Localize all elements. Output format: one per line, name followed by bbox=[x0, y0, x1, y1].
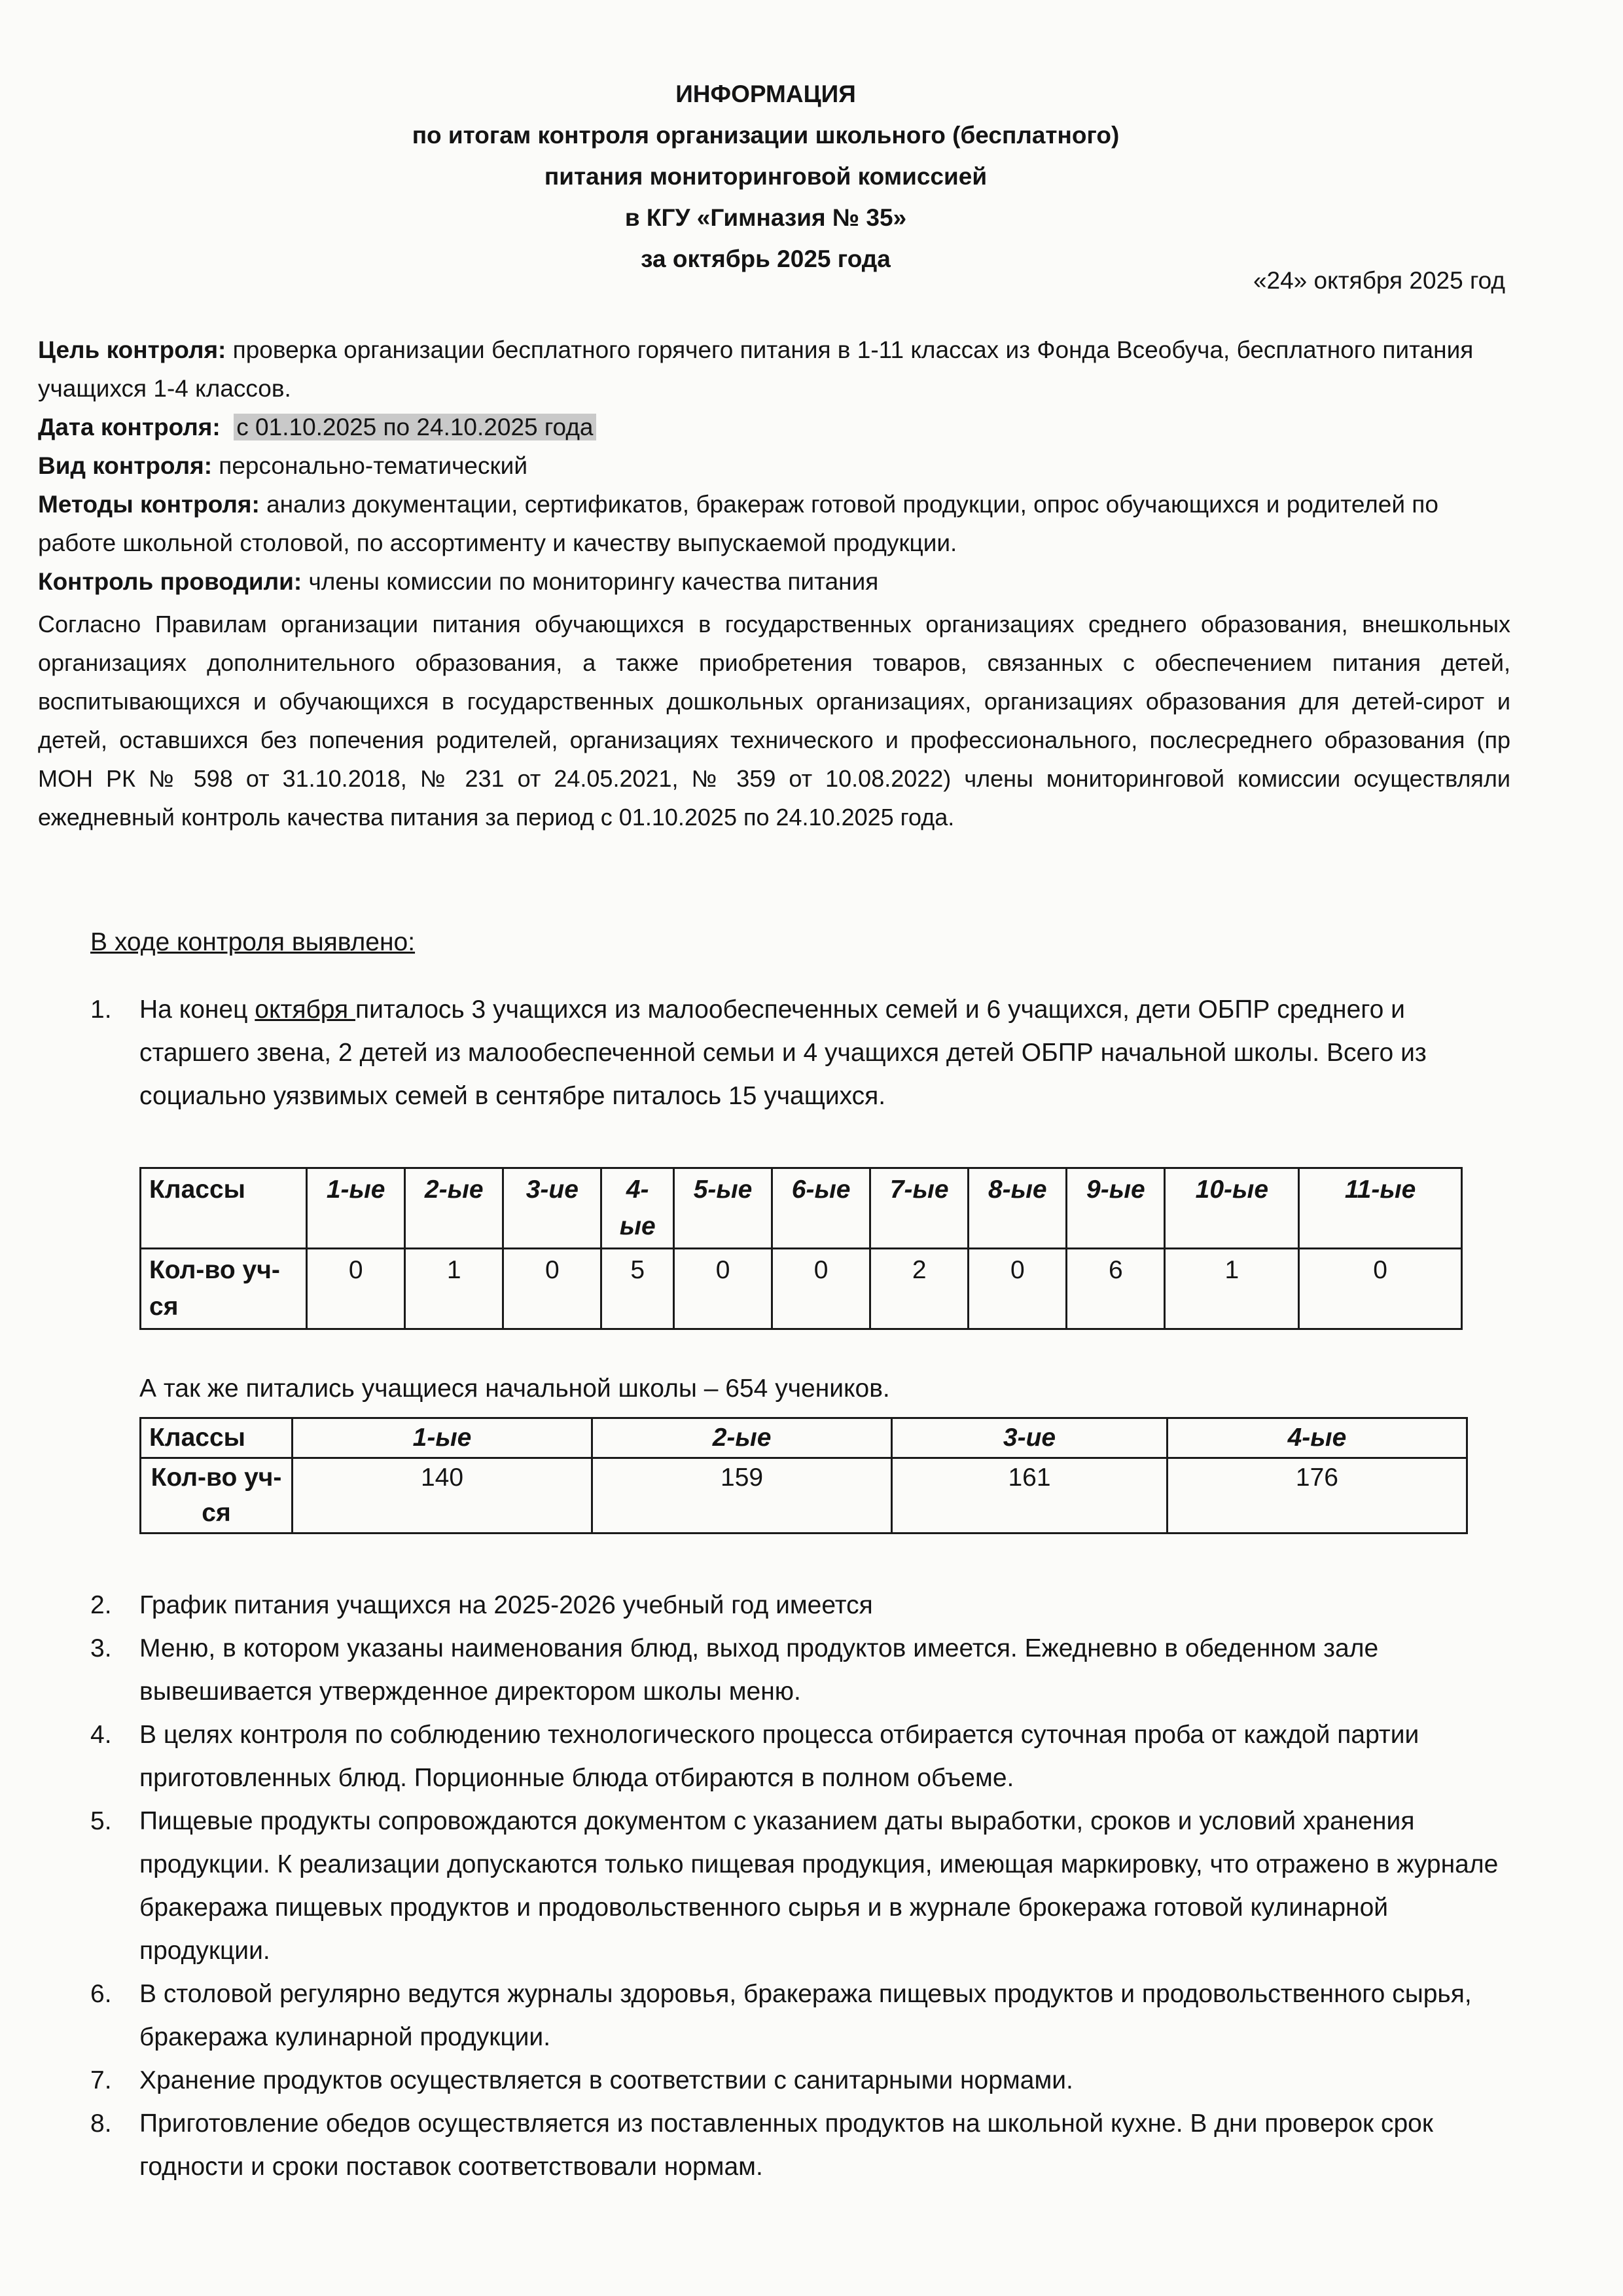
meta-value: персонально-тематический bbox=[212, 452, 528, 479]
item-text-part: На конец bbox=[139, 996, 255, 1024]
meta-label: Цель контроля: bbox=[38, 336, 226, 363]
meta-conducted bbox=[38, 562, 1510, 601]
meta-value: анализ документации, сертификатов, бракераж готовой продукции, опрос обучающихся и родителей по работе школьной столовой, по ассортименту и качеству выпускаемой продукции. bbox=[38, 491, 1438, 556]
table-header-row bbox=[141, 1168, 1462, 1249]
header-line: за октябрь 2025 года bbox=[641, 245, 891, 272]
table-cell: 0 bbox=[503, 1249, 601, 1329]
item-number: 1. bbox=[90, 996, 112, 1024]
table-cell: 176 bbox=[1167, 1458, 1467, 1534]
control-meta bbox=[38, 331, 1510, 601]
column-header: 4-ые bbox=[601, 1168, 674, 1249]
table-cell: 0 bbox=[772, 1249, 870, 1329]
table-cell: 159 bbox=[592, 1458, 892, 1534]
list-item bbox=[90, 1973, 1510, 2059]
item-text: В столовой регулярно ведутся журналы здоровья, бракеража пищевых продуктов и продовольственного сырья, бракеража кулинарной продукции. bbox=[139, 1980, 1472, 2051]
body-paragraph: Согласно Правилам организации питания обучающихся в государственных организациях среднего образования, внешкольных организациях дополнительного образования, а также приобретения товаров, связанных с обеспечением питания детей, воспитывающихся и обучающихся в государственных дошкольных организациях, организациях образования для детей-сирот и детей, оставшихся без попечения родителей, организациях технического и профессионального, послесреднего образования (пр МОН РК № 598 от 31.10.2018, № 231 от 24.05.2021, № 359 от 10.08.2022) члены мониторинговой комиссии осуществляли ежедневный контроль качества питания за период с 01.10.2025 по 24.10.2025 года. bbox=[38, 611, 1510, 831]
column-header: 11-ые bbox=[1299, 1168, 1462, 1249]
item-number: 7. bbox=[90, 2066, 112, 2094]
list-item bbox=[90, 2059, 1510, 2102]
column-header: 1-ые bbox=[307, 1168, 405, 1249]
row-label: Классы bbox=[141, 1418, 293, 1458]
column-header: 1-ые bbox=[293, 1418, 592, 1458]
document-header bbox=[0, 73, 1531, 279]
table-cell: 1 bbox=[1165, 1249, 1299, 1329]
column-header: 3-ие bbox=[503, 1168, 601, 1249]
row-label: Кол-во уч-ся bbox=[141, 1249, 307, 1329]
header-line: по итогам контроля организации школьного (бесплатного) bbox=[412, 122, 1120, 149]
primary-school-note: А так же питались учащиеся начальной школы – 654 учеников. bbox=[139, 1374, 890, 1403]
item-text bbox=[139, 988, 1504, 1118]
meta-type bbox=[38, 446, 1510, 485]
column-header: 7-ые bbox=[870, 1168, 969, 1249]
table-header-row bbox=[141, 1418, 1467, 1458]
highlighted-date: с 01.10.2025 по 24.10.2025 года bbox=[234, 414, 596, 440]
table-cell: 0 bbox=[1299, 1249, 1462, 1329]
item-text: График питания учащихся на 2025-2026 учебный год имеется bbox=[139, 1591, 873, 1619]
meta-label: Дата контроля: bbox=[38, 414, 221, 440]
table-row bbox=[141, 1458, 1467, 1534]
column-header: 9-ые bbox=[1067, 1168, 1165, 1249]
item-text: Хранение продуктов осуществляется в соответствии с санитарными нормами. bbox=[139, 2066, 1073, 2094]
table-cell: 0 bbox=[674, 1249, 772, 1329]
item-number: 8. bbox=[90, 2109, 112, 2138]
table-row bbox=[141, 1249, 1462, 1329]
table-cell: 6 bbox=[1067, 1249, 1165, 1329]
item-number: 6. bbox=[90, 1980, 112, 2008]
list-item bbox=[90, 1584, 1510, 1627]
meta-date bbox=[38, 408, 1510, 446]
meta-value: проверка организации бесплатного горячего питания в 1-11 классах из Фонда Всеобуча, бесплатного питания учащихся 1-4 классов. bbox=[38, 336, 1474, 402]
header-title: ИНФОРМАЦИЯ bbox=[675, 81, 856, 107]
meta-label: Методы контроля: bbox=[38, 491, 260, 518]
item-text: В целях контроля по соблюдению технологического процесса отбирается суточная проба от каждой партии приготовленных блюд. Порционные блюда отбираются в полном объеме. bbox=[139, 1721, 1419, 1792]
item-text-part: питалось 3 учащихся из малообеспеченных семей и 6 учащихся, дети ОБПР среднего и старшего звена, 2 детей из малообеспеченной семьи и 4 учащихся детей ОБПР начальной школы. Всего из социально уязвимых семей в сентябре питалось 15 учащихся. bbox=[139, 996, 1427, 1110]
table-cell: 2 bbox=[870, 1249, 969, 1329]
item-text: Пищевые продукты сопровождаются документом с указанием даты выработки, сроков и условий хранения продукции. К реализации допускаются только пищевая продукция, имеющая маркировку, что отражено в журнале бракеража пищевых продуктов и продовольственного сырья и в журнале брокеража готовой кулинарной продукции. bbox=[139, 1807, 1499, 1965]
item-number: 2. bbox=[90, 1591, 112, 1619]
column-header: 6-ые bbox=[772, 1168, 870, 1249]
section-title: В ходе контроля выявлено: bbox=[90, 928, 416, 956]
row-label: Кол-во уч-ся bbox=[141, 1458, 293, 1534]
item-number: 3. bbox=[90, 1634, 112, 1662]
column-header: 4-ые bbox=[1167, 1418, 1467, 1458]
item-number: 4. bbox=[90, 1721, 112, 1749]
table-cell: 0 bbox=[969, 1249, 1067, 1329]
list-item bbox=[90, 1713, 1510, 1800]
findings-list bbox=[90, 1584, 1510, 2189]
item-text: Меню, в котором указаны наименования блюд, выход продуктов имеется. Ежедневно в обеденном зале вывешивается утвержденное директором школы меню. bbox=[139, 1634, 1379, 1706]
column-header: 3-ие bbox=[892, 1418, 1168, 1458]
list-item bbox=[90, 1627, 1510, 1713]
item-text: Приготовление обедов осуществляется из поставленных продуктов на школьной кухне. В дни проверок срок годности и сроки поставок соответствовали нормам. bbox=[139, 2109, 1433, 2181]
table-primary-school bbox=[139, 1417, 1468, 1534]
column-header: 2-ые bbox=[405, 1168, 503, 1249]
table-cell: 161 bbox=[892, 1458, 1168, 1534]
list-item bbox=[90, 2102, 1510, 2189]
row-label: Классы bbox=[141, 1168, 307, 1249]
underlined-month: октября bbox=[255, 996, 355, 1024]
column-header: 10-ые bbox=[1165, 1168, 1299, 1249]
meta-label: Вид контроля: bbox=[38, 452, 213, 479]
column-header: 2-ые bbox=[592, 1418, 892, 1458]
meta-label: Контроль проводили: bbox=[38, 568, 302, 595]
header-line: в КГУ «Гимназия № 35» bbox=[624, 204, 907, 231]
meta-goal bbox=[38, 331, 1510, 408]
item-number: 5. bbox=[90, 1807, 112, 1835]
table-cell: 140 bbox=[293, 1458, 592, 1534]
column-header: 5-ые bbox=[674, 1168, 772, 1249]
document-date: «24» октября 2025 год bbox=[1253, 267, 1505, 294]
table-students-by-class bbox=[139, 1167, 1463, 1330]
list-item bbox=[90, 988, 1504, 1118]
meta-methods bbox=[38, 485, 1510, 562]
table-cell: 1 bbox=[405, 1249, 503, 1329]
table-cell: 0 bbox=[307, 1249, 405, 1329]
column-header: 8-ые bbox=[969, 1168, 1067, 1249]
table-cell: 5 bbox=[601, 1249, 674, 1329]
header-line: питания мониторинговой комиссией bbox=[544, 163, 988, 190]
meta-value: члены комиссии по мониторингу качества питания bbox=[302, 568, 879, 595]
list-item bbox=[90, 1800, 1510, 1973]
